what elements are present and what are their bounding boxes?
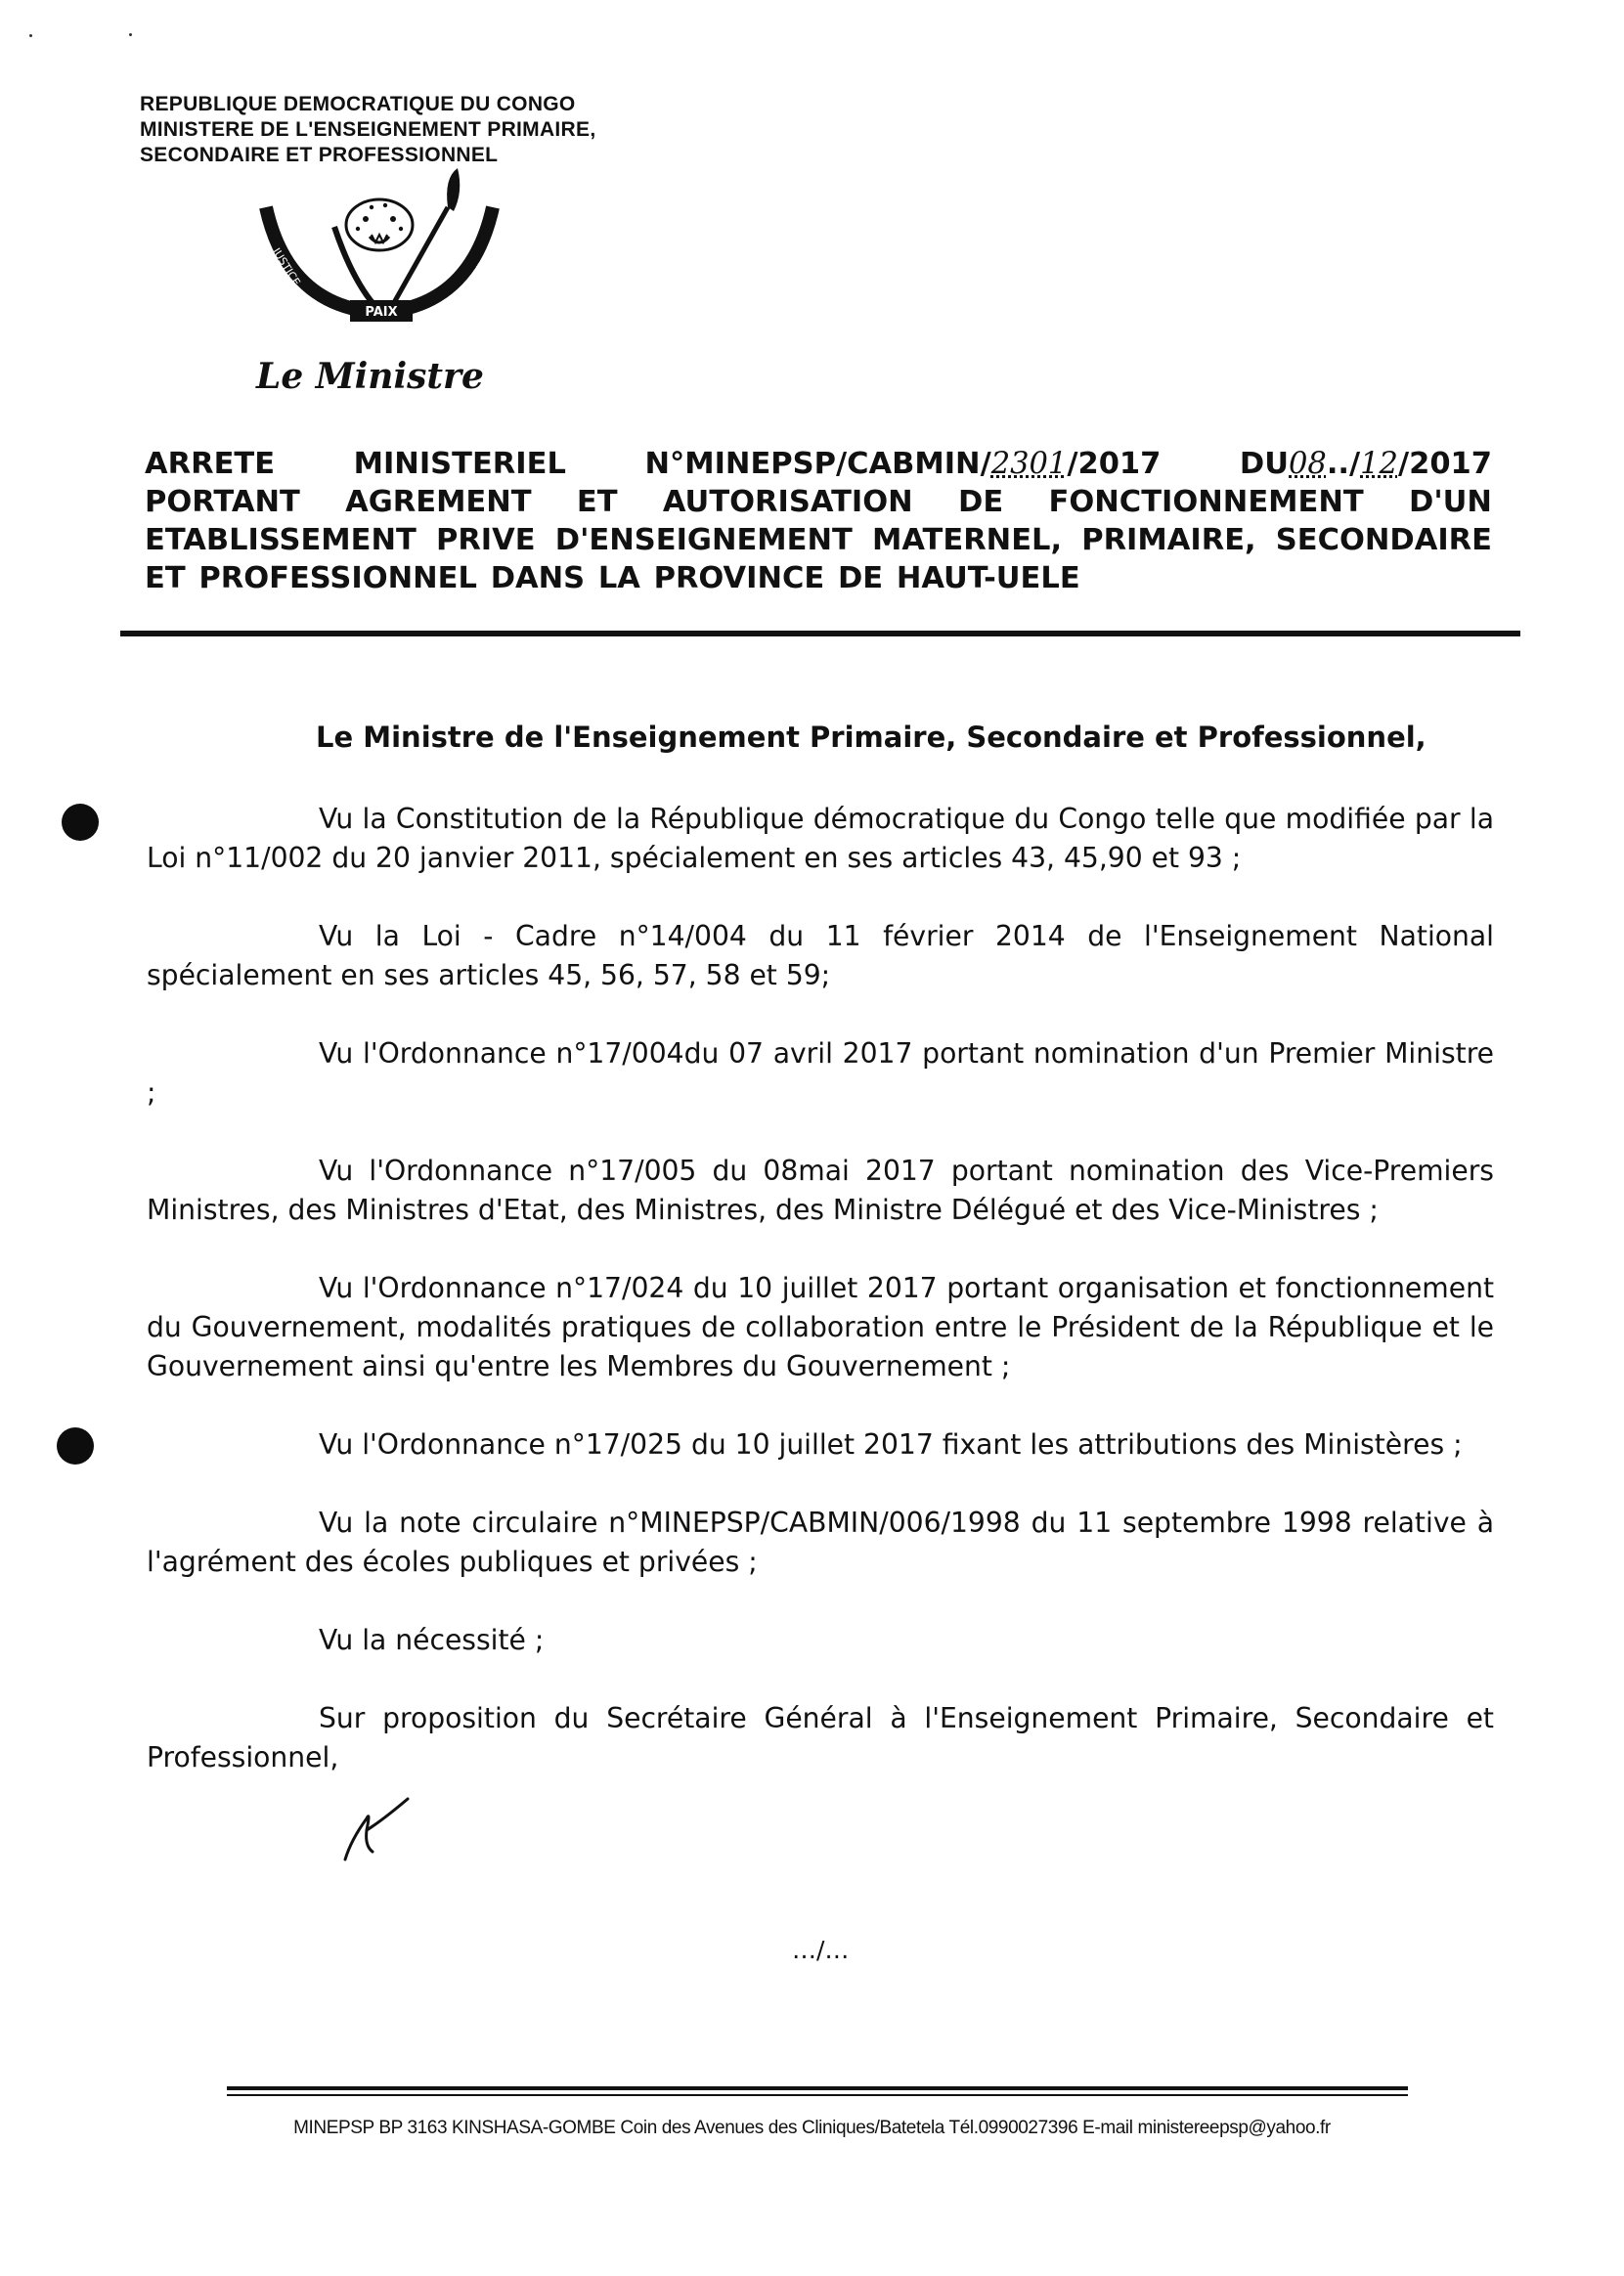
leopard-head-icon — [346, 199, 413, 250]
scan-speck — [29, 34, 32, 37]
paragraph: Vu la Loi - Cadre n°14/004 du 11 février 2014 de l'Enseignement National spécialement en ses articles 45, 56, 57, 58 et 59; — [147, 920, 1494, 991]
emblem-word-left: JUSTICE — [269, 245, 303, 288]
punch-hole-bottom — [57, 1427, 94, 1465]
paragraph: Vu l'Ordonnance n°17/005 du 08mai 2017 portant nomination des Vice-Premiers Ministres, des Ministres d'Etat, des Ministres, des Ministre Délégué et des Vice-Ministres ; — [147, 1155, 1494, 1226]
decree-date: DU08../12/2017 — [1239, 447, 1492, 481]
scan-speck — [129, 33, 132, 36]
paragraph: Vu la Constitution de la République démocratique du Congo telle que modifiée par la Loi n°11/002 du 20 janvier 2011, spécialement en ses articles 43, 45,90 et 93 ; — [147, 803, 1494, 874]
header-country: REPUBLIQUE DEMOCRATIQUE DU CONGO — [140, 93, 576, 115]
decree-title — [145, 445, 1492, 597]
footer-divider — [227, 2086, 1408, 2090]
handwritten-day: 08 — [1289, 447, 1327, 481]
signatory-title: Le Ministre — [256, 356, 484, 397]
header-ministry-cont: SECONDAIRE ET PROFESSIONNEL — [140, 144, 499, 166]
intro-line: Le Ministre de l'Enseignement Primaire, Secondaire et Professionnel, — [316, 721, 1426, 754]
paragraph: Vu l'Ordonnance n°17/025 du 10 juillet 2017 fixant les attributions des Ministères ; — [319, 1428, 1463, 1461]
paragraph: Vu l'Ordonnance n°17/024 du 10 juillet 2017 portant organisation et fonctionnement du Gouvernement, modalités pratiques de collaboration entre le Président de la République et le Gouvernement ainsi qu'entre les Membres du Gouvernement ; — [147, 1272, 1494, 1382]
title-divider — [120, 631, 1520, 636]
punch-hole-top — [62, 804, 99, 841]
paraph-initial-icon — [337, 1791, 416, 1869]
title-line-4: ET PROFESSIONNEL DANS LA PROVINCE DE HAUT-UELE — [145, 561, 1080, 595]
paragraph: Vu la note circulaire n°MINEPSP/CABMIN/006/1998 du 11 septembre 1998 relative à l'agrément des écoles publiques et privées ; — [147, 1507, 1494, 1578]
handwritten-month: 12 — [1360, 447, 1398, 481]
decree-reference: N°MINEPSP/CABMIN/2301/2017 — [644, 447, 1162, 481]
emblem-word-right: TRAVAIL — [456, 258, 490, 303]
title-line-3: ETABLISSEMENT PRIVE D'ENSEIGNEMENT MATERNEL, PRIMAIRE, SECONDAIRE — [145, 523, 1492, 557]
continuation-mark: …/… — [792, 1936, 850, 1964]
considerations — [147, 800, 1494, 1816]
handwritten-number: 2301 — [990, 447, 1068, 481]
paragraph: Sur proposition du Secrétaire Général à l'Enseignement Primaire, Secondaire et Professionnel, — [147, 1702, 1494, 1773]
footer-address: MINEPSP BP 3163 KINSHASA-GOMBE Coin des Avenues des Cliniques/Batetela Tél.0990027396 E-mail ministereepsp@yahoo.fr — [293, 2118, 1331, 2138]
paragraph: Vu l'Ordonnance n°17/004du 07 avril 2017 portant nomination d'un Premier Ministre ; — [147, 1037, 1494, 1109]
coat-of-arms-emblem — [256, 168, 503, 332]
footer-divider-thin — [227, 2094, 1408, 2096]
title-line-2: PORTANT AGREMENT ET AUTORISATION DE FONCTIONNEMENT D'UN — [145, 485, 1492, 519]
ministry-header — [140, 92, 595, 168]
header-ministry: MINISTERE DE L'ENSEIGNEMENT PRIMAIRE, — [140, 118, 596, 141]
title-line-1: ARRETE MINISTERIEL N°MINEPSP/CABMIN/2301/2017 DU08../12/2017 — [145, 447, 1492, 481]
emblem-word-bottom: PAIX — [365, 305, 398, 320]
paragraph: Vu la nécessité ; — [319, 1624, 545, 1656]
